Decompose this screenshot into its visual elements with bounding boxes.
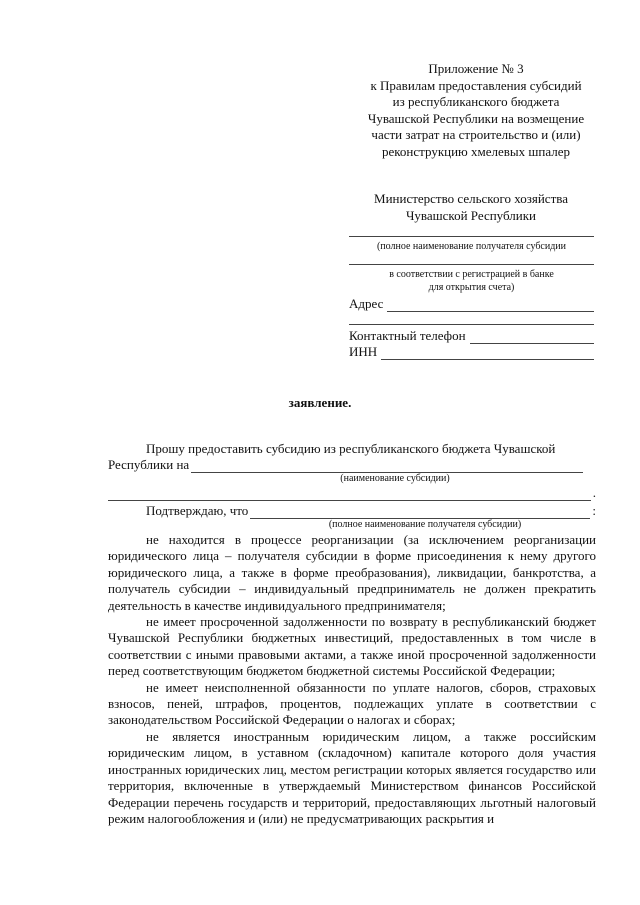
statement-heading: заявление. [288,395,352,410]
address-blank [387,299,594,312]
bank-caption-line1: в соответствии с регистрацией в банке [389,269,554,280]
inn-label: ИНН [349,344,378,359]
confirm-caption: (полное наименование получателя субсидии) [328,519,522,530]
addressee-block [346,191,596,224]
request-line-1 [108,441,596,457]
appendix-line: Приложение № 3 [428,61,524,76]
request-line-2 [108,457,596,473]
subsidy-continuation-row [108,485,596,501]
address-field [349,296,594,312]
request-text: Прошу предоставить субсидию из республиканского бюджета Чувашской [146,441,556,456]
phone-blank [470,331,594,344]
ministry-name-line2: Чувашской Республики [405,207,537,223]
subsidy-caption: (наименование субсидии) [340,473,450,484]
recipient-name-line-2 [349,264,594,265]
appendix-line: части затрат на строительство и (или) [371,127,581,143]
phone-field [349,328,594,344]
appendix-block [346,61,606,161]
appendix-line: Чувашской Республики на возмещение [367,110,585,126]
recipient-name-line [349,236,594,237]
appendix-line: из республиканского бюджета [392,94,560,110]
inn-blank [381,347,594,360]
period-mark: . [592,485,596,500]
address-line-2 [349,324,594,325]
inn-field [349,344,594,360]
phone-label: Контактный телефон [349,328,466,343]
confirm-row [146,503,596,519]
appendix-line: к Правилам предоставления субсидий [370,77,582,93]
bank-caption-line2: для открытия счета) [428,282,515,293]
condition-paragraph: не имеет просроченной задолженности по возврату в республиканский бюджет Чувашской Республики бюджетных инвестиций, предоставленных в том числе в соответствии с иными правовыми актами, а также иной просроченной задолженности перед соответствующим бюджетом бюджетной системы Российской Федерации; [108,614,596,679]
conditions-list [108,532,596,827]
confirm-label: Подтверждаю, что [146,503,249,518]
appendix-line: реконструкцию хмелевых шпалер [382,143,570,159]
subsidy-continuation-blank [108,488,591,501]
request-line2-text: Республики на [108,457,190,472]
condition-paragraph: не является иностранным юридическим лицом, а также российским юридическим лицом, в уставном (складочном) капитале которого доля участия иностранных юридических лиц, местом регистрации которых является государство или территория, включенные в утверждаемый Министерством финансов Российской Федерации перечень государств и территорий, предоставляющих льготный налоговый режим налогообложения и (или) не предусматривающих раскрытия и [108,728,596,826]
condition-paragraph: не имеет неисполненной обязанности по уплате налогов, сборов, страховых взносов, пеней, штрафов, процентов, подлежащих уплате в соответствии с законодательством Российской Федерации о налогах и сборах; [108,679,596,728]
address-label: Адрес [349,296,384,311]
colon-mark: : [592,503,596,518]
condition-paragraph: не находится в процессе реорганизации (за исключением реорганизации юридического лица – получателя субсидии в форме присоединения к нему другого юридического лица, а также в форме преобразования), ликвидации, банкротства, а получатель субсидии – индивидуальный предприниматель не должен прекратить деятельность в качестве индивидуального предпринимателя; [108,532,596,613]
subsidy-name-blank [191,460,583,473]
confirm-blank [250,506,590,519]
ministry-name: Министерство сельского хозяйства [374,191,568,206]
recipient-caption: (полное наименование получателя субсидии [376,241,567,252]
